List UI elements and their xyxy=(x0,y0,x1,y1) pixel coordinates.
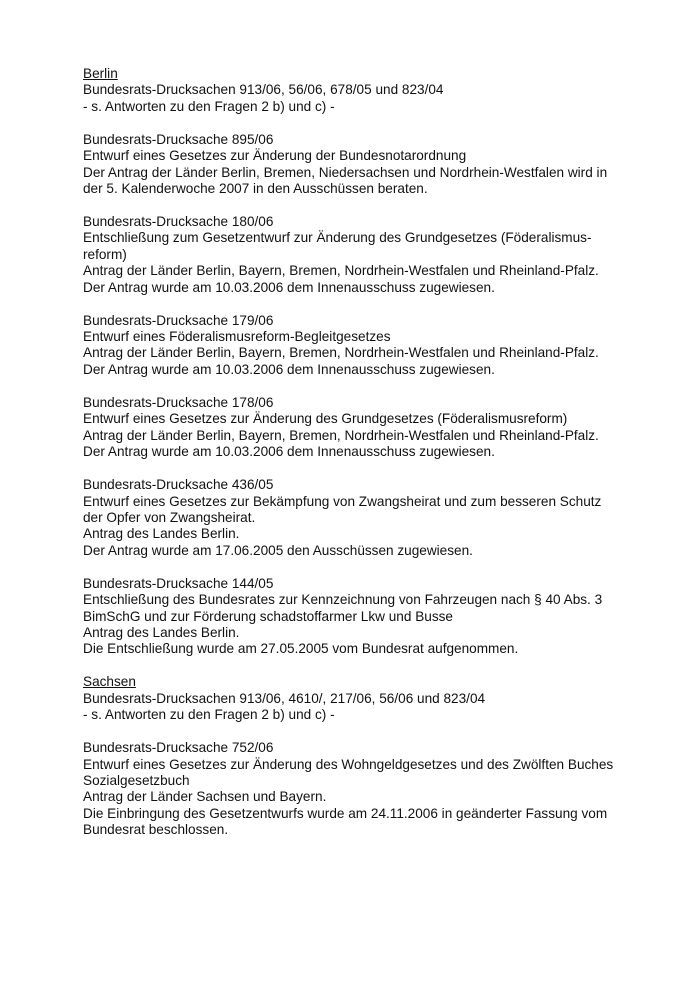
entry-line: Antrag der Länder Berlin, Bayern, Bremen, Nordrhein-Westfalen und Rheinland-Pfalz. xyxy=(83,345,599,361)
entry xyxy=(83,674,617,723)
section-berlin xyxy=(83,66,617,658)
entry-line: Der Antrag wurde am 10.03.2006 dem Innenausschuss zugewiesen. xyxy=(83,279,495,295)
entry-line: - s. Antworten zu den Fragen 2 b) und c) - xyxy=(83,98,335,114)
entry-line: Die Entschließung wurde am 27.05.2005 vom Bundesrat aufgenommen. xyxy=(83,641,519,657)
entry xyxy=(83,477,617,559)
section-sachsen xyxy=(83,674,617,838)
entry-line: Der Antrag wurde am 10.03.2006 dem Innenausschuss zugewiesen. xyxy=(83,444,495,460)
entry xyxy=(83,576,617,658)
section-heading: Berlin xyxy=(83,66,118,81)
entry-line: Die Einbringung des Gesetzentwurfs wurde am 24.11.2006 in geänderter Fassung vom Bundesrat beschlossen. xyxy=(83,805,608,838)
entry-line: Bundesrats-Drucksachen 913/06, 56/06, 678/05 und 823/04 xyxy=(83,82,444,98)
entry-title: Bundesrats-Drucksache 895/06 xyxy=(83,131,274,147)
entry-line: Entschließung des Bundesrates zur Kennzeichnung von Fahrzeugen nach § 40 Abs. 3 BimSchG und zur Förderung schadstoffarmer Lkw und Busse xyxy=(83,592,603,624)
entry-line: Entwurf eines Gesetzes zur Bekämpfung von Zwangsheirat und zum besseren Schutz der Opfer von Zwangsheirat. xyxy=(83,493,602,525)
entry-line: - s. Antworten zu den Fragen 2 b) und c) - xyxy=(83,707,335,723)
entry xyxy=(83,395,617,461)
entry-line: Antrag des Landes Berlin. xyxy=(83,624,240,640)
entry-title: Bundesrats-Drucksache 436/05 xyxy=(83,477,274,493)
document-page xyxy=(83,66,617,855)
entry-title: Bundesrats-Drucksache 144/05 xyxy=(83,575,274,591)
entry-title: Bundesrats-Drucksache 752/06 xyxy=(83,740,274,756)
entry-line: Der Antrag wurde am 10.03.2006 dem Innenausschuss zugewiesen. xyxy=(83,361,495,377)
entry-title: Bundesrats-Drucksache 180/06 xyxy=(83,214,274,230)
entry-line: Entwurf eines Gesetzes zur Änderung des Wohngeldgesetzes und des Zwölften Buches Sozialgesetzbuch xyxy=(83,756,614,788)
entry xyxy=(83,132,617,198)
entry-line: Der Antrag wurde am 17.06.2005 den Ausschüssen zugewiesen. xyxy=(83,542,473,558)
entry xyxy=(83,214,617,296)
entry-line: Entwurf eines Gesetzes zur Änderung des Grundgesetzes (Föderalismusreform) xyxy=(83,411,568,427)
entry-line: Entwurf eines Gesetzes zur Änderung der Bundesnotarordnung xyxy=(83,148,467,164)
entry xyxy=(83,313,617,379)
entry-line: Der Antrag der Länder Berlin, Bremen, Niedersachsen und Nordrhein-Westfalen wird in der 5. Kalenderwoche 2007 in den Ausschüssen beraten. xyxy=(83,164,608,197)
entry-title: Bundesrats-Drucksache 178/06 xyxy=(83,394,274,410)
entry-line: Antrag des Landes Berlin. xyxy=(83,526,240,542)
entry-line: Entwurf eines Föderalismusreform-Begleitgesetzes xyxy=(83,329,391,345)
section-heading: Sachsen xyxy=(83,674,136,690)
entry-title: Bundesrats-Drucksache 179/06 xyxy=(83,312,274,328)
entry-line: Antrag der Länder Sachsen und Bayern. xyxy=(83,789,327,805)
entry-line: Bundesrats-Drucksachen 913/06, 4610/, 217/06, 56/06 und 823/04 xyxy=(83,690,486,706)
entry-line: Antrag der Länder Berlin, Bayern, Bremen, Nordrhein-Westfalen und Rheinland-Pfalz. xyxy=(83,263,599,279)
entry xyxy=(83,66,617,115)
entry-line: Antrag der Länder Berlin, Bayern, Bremen, Nordrhein-Westfalen und Rheinland-Pfalz. xyxy=(83,427,599,443)
entry-line: Entschließung zum Gesetzentwurf zur Änderung des Grundgesetzes (Föderalismus-reform) xyxy=(83,230,592,262)
entry xyxy=(83,740,617,838)
